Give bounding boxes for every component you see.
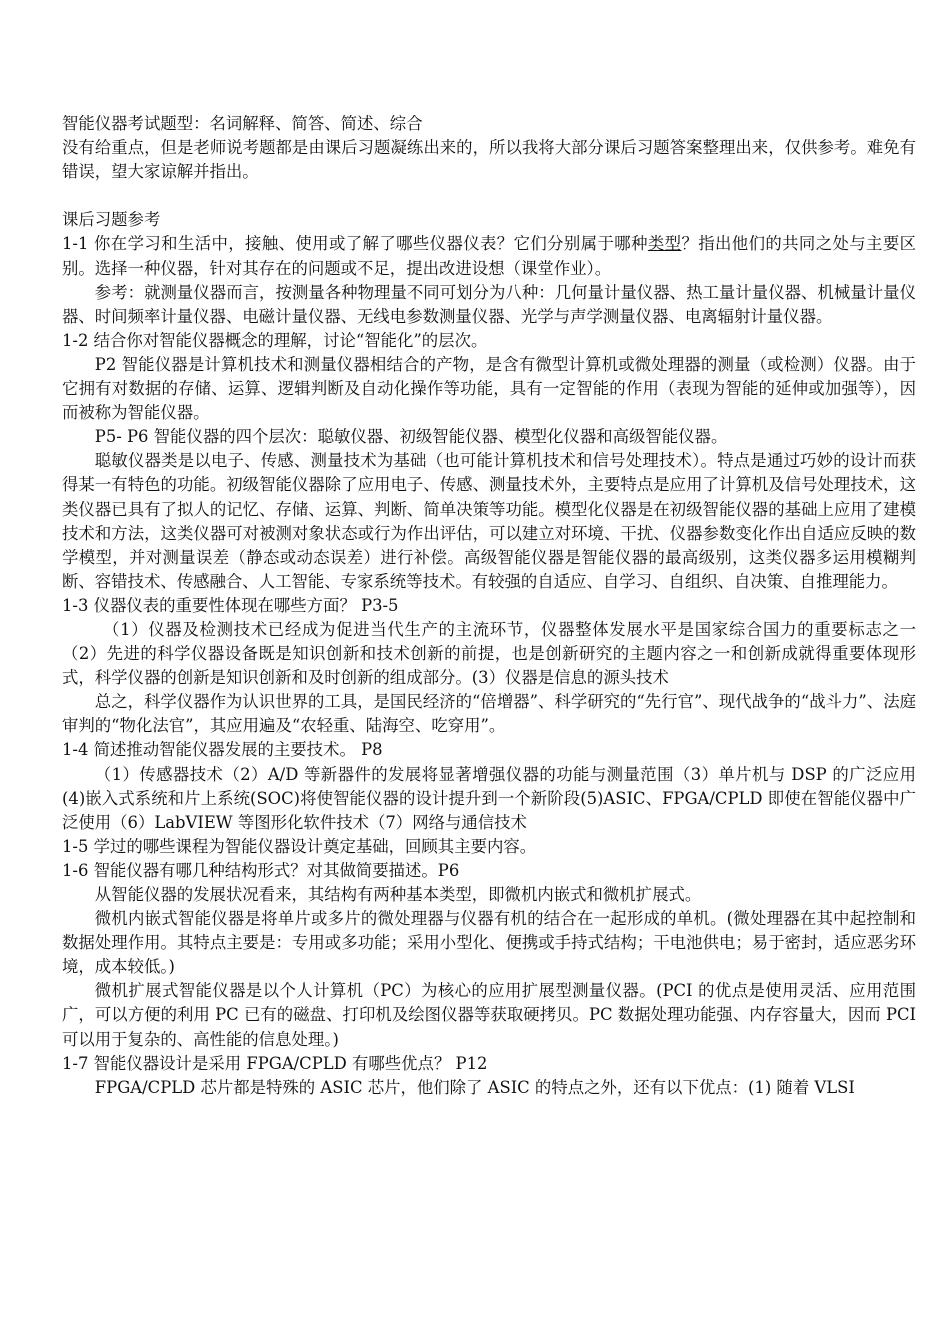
answer-1-6-p3: 微机扩展式智能仪器是以个人计算机（PC）为核心的应用扩展型测量仪器。(PCI 的优点是使用灵活、应用范围广，可以方便的利用 PC 已有的磁盘、打印机及绘图仪器等获取硬拷贝。PC 数据处理功能强、内存容量大，因而 PCI 可以用于复杂的、高性能的信息处理。) bbox=[62, 981, 916, 1049]
section-title: 课后习题参考 bbox=[62, 210, 161, 230]
intro-note: 没有给重点，但是老师说考题都是由课后习题凝练出来的，所以我将大部分课后习题答案整理出来，仅供参考。难免有错误，望大家谅解并指出。 bbox=[62, 138, 916, 182]
answer-1-2-p3: 聪敏仪器类是以电子、传感、测量技术为基础（也可能计算机技术和信号处理技术）。特点是通过巧妙的设计而获得某一有特色的功能。初级智能仪器除了应用电子、传感、测量技术外，主要特点是应用了计算机及信号处理技术，这类仪器已具有了拟人的记忆、存储、运算、判断、简单决策等功能。模型化仪器是在初级智能仪器的基础上应用了建模技术和方法，这类仪器可对被测对象状态或行为作出评估，可以建立对环境、干扰、仪器参数变化作出自适应反映的数学模型，并对测量误差（静态或动态误差）进行补偿。高级智能仪器是智能仪器的最高级别，这类仪器多运用模糊判断、容错技术、传感融合、人工智能、专家系统等技术。有较强的自适应、自学习、自组织、自决策、自推理能力。 bbox=[62, 451, 916, 591]
answer-1-3-p1: （1）仪器及检测技术已经成为促进当代生产的主流环节，仪器整体发展水平是国家综合国力的重要标志之一（2）先进的科学仪器设备既是知识创新和技术创新的前提，也是创新研究的主题内容之一和创新成就得重要体现形式，科学仪器的创新是知识创新和及时创新的组成部分。(3）仪器是信息的源头技术 bbox=[62, 619, 916, 688]
document-page bbox=[62, 112, 916, 1100]
answer-1-2-p1: P2 智能仪器是计算机技术和测量仪器相结合的产物，是含有微型计算机或微处理器的测量（或检测）仪器。由于它拥有对数据的存储、运算、逻辑判断及自动化操作等功能，具有一定智能的作用（表现为智能的延伸或加强等），因而被称为智能仪器。 bbox=[62, 354, 916, 423]
answer-1-4-p1: （1）传感器技术（2）A/D 等新器件的发展将显著增强仪器的功能与测量范围（3）单片机与 DSP 的广泛应用(4)嵌入式系统和片上系统(SOC)将使智能仪器的设计提升到一个新阶段(5)ASIC、FPGA/CPLD 即使在智能仪器中广泛使用（6）LabVIEW 等图形化软件技术（7）网络与通信技术 bbox=[62, 764, 916, 832]
question-1-1-underlined-word: 类型 bbox=[647, 234, 682, 254]
question-1-1 bbox=[62, 232, 916, 280]
question-1-1-part-b: ？指出他们的共同之处与主要区别。选择一种仪器，针对其存在的问题或不足，提出改进设想（课堂作业）。 bbox=[62, 234, 917, 278]
question-1-4: 1-4 简述推动智能仪器发展的主要技术。 P8 bbox=[62, 740, 383, 760]
answer-1-2-p2: P5- P6 智能仪器的四个层次：聪敏仪器、初级智能仪器、模型化仪器和高级智能仪器。 bbox=[94, 427, 728, 447]
answer-1-3-p2: 总之，科学仪器作为认识世界的工具，是国民经济的“倍增器”、科学研究的“先行官”、现代战争的“战斗力”、法庭审判的“物化法官”，其应用遍及“农轻重、陆海空、吃穿用”。 bbox=[62, 692, 916, 736]
question-1-3: 1-3 仪器仪表的重要性体现在哪些方面？ P3-5 bbox=[62, 595, 399, 615]
question-1-5: 1-5 学过的哪些课程为智能仪器设计奠定基础，回顾其主要内容。 bbox=[62, 836, 537, 856]
answer-1-6-p1: 从智能仪器的发展状况看来，其结构有两种基本类型，即微机内嵌式和微机扩展式。 bbox=[94, 885, 702, 904]
question-1-1-part-a: 1-1 你在学习和生活中，接触、使用或了解了哪些仪器仪表？它们分别属于哪种 bbox=[62, 234, 648, 254]
exam-types-line: 智能仪器考试题型：名词解释、简答、简述、综合 bbox=[62, 114, 423, 133]
question-1-2: 1-2 结合你对智能仪器概念的理解，讨论“智能化”的层次。 bbox=[62, 330, 488, 350]
answer-1-1: 参考：就测量仪器而言，按测量各种物理量不同可划分为八种：几何量计量仪器、热工量计量仪器、机械量计量仪器、时间频率计量仪器、电磁计量仪器、无线电参数测量仪器、光学与声学测量仪器、电离辐射计量仪器。 bbox=[62, 282, 916, 326]
blank-line bbox=[62, 184, 916, 208]
question-1-7: 1-7 智能仪器设计是采用 FPGA/CPLD 有哪些优点？ P12 bbox=[62, 1053, 488, 1073]
answer-1-7-p1: FPGA/CPLD 芯片都是特殊的 ASIC 芯片，他们除了 ASIC 的特点之外，还有以下优点：(1) 随着 VLSI bbox=[94, 1077, 855, 1097]
answer-1-6-p2: 微机内嵌式智能仪器是将单片或多片的微处理器与仪器有机的结合在一起形成的单机。(微处理器在其中起控制和数据处理作用。其特点主要是：专用或多功能；采用小型化、便携或手持式结构；干电池供电；易于密封，适应恶劣环境，成本较低。) bbox=[62, 909, 916, 977]
question-1-6: 1-6 智能仪器有哪几种结构形式？对其做简要描述。P6 bbox=[62, 860, 460, 880]
